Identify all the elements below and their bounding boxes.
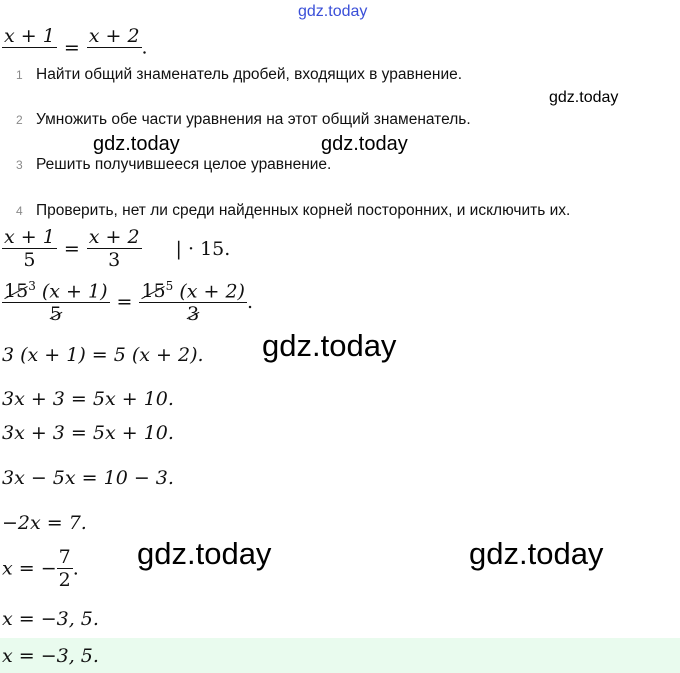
cancelled-equation: $\frac{15^3 (x + 1)}{5}$ = $\frac{15^5 (x + 2)}{3}$ .	[4, 279, 253, 326]
solution-line: −2x = 7.	[2, 512, 87, 534]
solution-line: x = −3, 5.	[2, 608, 99, 630]
step-3: 3 Решить получившееся целое уравнение.	[16, 156, 332, 173]
watermark: gdz.today	[469, 536, 604, 571]
solution-line: 3 (x + 1) = 5 (x + 2).	[2, 344, 204, 366]
step-1: 1 Найти общий знаменатель дробей, входящих в уравнение.	[16, 66, 463, 83]
solution-line: 3x + 3 = 5x + 10.	[2, 388, 174, 410]
final-answer: x = −3, 5.	[2, 645, 99, 667]
watermark: gdz.today	[93, 133, 180, 155]
answer-highlight	[0, 638, 680, 673]
watermark: gdz.today	[549, 89, 619, 106]
step-2: 2 Умножить обе части уравнения на этот общий знаменатель.	[16, 111, 471, 128]
step-4: 4 Проверить, нет ли среди найденных корней посторонних, и исключить их.	[16, 202, 571, 219]
watermark: gdz.today	[137, 536, 272, 571]
solution-line: 3x − 5x = 10 − 3.	[2, 467, 174, 489]
watermark: gdz.today	[298, 3, 368, 20]
watermark: gdz.today	[262, 328, 397, 363]
top-equation: x + 1 = x + 2 .	[4, 25, 148, 59]
watermark: gdz.today	[321, 133, 408, 155]
solution-line: 3x + 3 = 5x + 10.	[2, 422, 174, 444]
fraction-solution: x = − $\frac{7}{2}$ .	[2, 546, 79, 591]
equation-with-multiplier: $\frac{x + 1}{5}$ = $\frac{x + 2}{3}$ | · 15.	[4, 226, 231, 271]
